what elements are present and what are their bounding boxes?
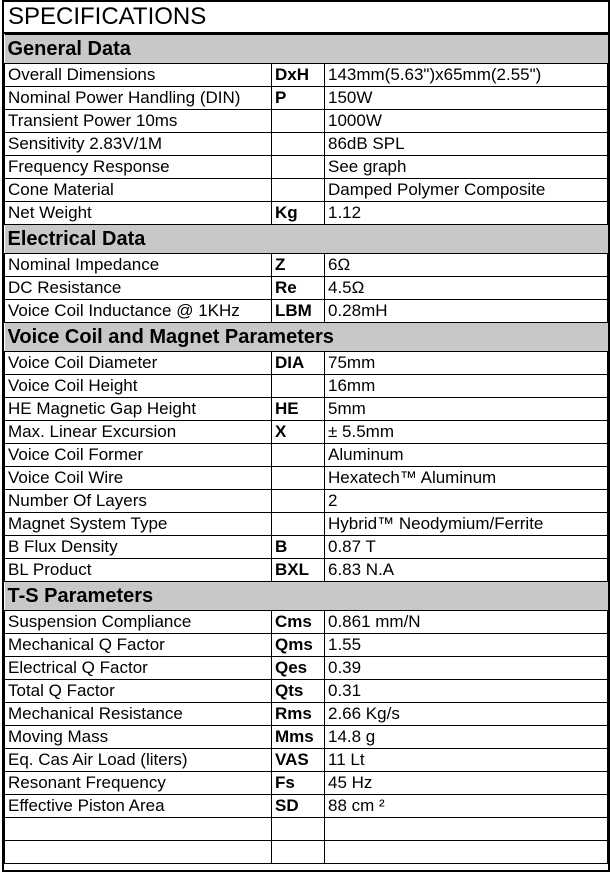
- spec-label: Transient Power 10ms: [5, 110, 272, 133]
- spec-symbol: [272, 133, 325, 156]
- spec-label: Mechanical Q Factor: [5, 634, 272, 657]
- spec-symbol: VAS: [272, 749, 325, 772]
- spec-value: 1000W: [325, 110, 608, 133]
- spec-row: [5, 536, 608, 559]
- spec-value: 1.55: [325, 634, 608, 657]
- spec-value: 0.861 mm/N: [325, 611, 608, 634]
- spec-label: Resonant Frequency: [5, 772, 272, 795]
- spec-row: [5, 703, 608, 726]
- spec-label: Net Weight: [5, 202, 272, 225]
- spec-row: [5, 634, 608, 657]
- blank-cell: [5, 818, 272, 841]
- spec-value: 143mm(5.63")x65mm(2.55"): [325, 64, 608, 87]
- spec-row: [5, 277, 608, 300]
- spec-value: 0.39: [325, 657, 608, 680]
- blank-row: [5, 818, 608, 841]
- spec-label: Nominal Power Handling (DIN): [5, 87, 272, 110]
- spec-row: [5, 179, 608, 202]
- spec-value: 88 cm ²: [325, 795, 608, 818]
- spec-row: [5, 611, 608, 634]
- section-header: [5, 35, 608, 64]
- spec-row: [5, 749, 608, 772]
- spec-symbol: [272, 444, 325, 467]
- section-header: [5, 225, 608, 254]
- spec-value: 0.87 T: [325, 536, 608, 559]
- spec-label: Voice Coil Former: [5, 444, 272, 467]
- spec-value: 0.28mH: [325, 300, 608, 323]
- spec-label: BL Product: [5, 559, 272, 582]
- spec-value: Hexatech™ Aluminum: [325, 467, 608, 490]
- spec-row: [5, 64, 608, 87]
- blank-cell: [325, 841, 608, 864]
- spec-symbol: B: [272, 536, 325, 559]
- spec-label: Number Of Layers: [5, 490, 272, 513]
- spec-symbol: [272, 110, 325, 133]
- spec-value: 2: [325, 490, 608, 513]
- spec-row: [5, 467, 608, 490]
- spec-row: [5, 87, 608, 110]
- spec-value: 4.5Ω: [325, 277, 608, 300]
- section-heading: Electrical Data: [5, 225, 608, 254]
- spec-label: DC Resistance: [5, 277, 272, 300]
- spec-label: B Flux Density: [5, 536, 272, 559]
- spec-symbol: LBM: [272, 300, 325, 323]
- blank-row: [5, 841, 608, 864]
- spec-row: [5, 110, 608, 133]
- spec-row: [5, 513, 608, 536]
- spec-value: 16mm: [325, 375, 608, 398]
- page-title: SPECIFICATIONS: [4, 0, 608, 34]
- spec-label: Voice Coil Height: [5, 375, 272, 398]
- spec-symbol: P: [272, 87, 325, 110]
- spec-symbol: Qes: [272, 657, 325, 680]
- spec-row: [5, 772, 608, 795]
- spec-label: Voice Coil Diameter: [5, 352, 272, 375]
- spec-label: Max. Linear Excursion: [5, 421, 272, 444]
- spec-row: [5, 795, 608, 818]
- spec-symbol: [272, 513, 325, 536]
- spec-row: [5, 300, 608, 323]
- spec-value: 6Ω: [325, 254, 608, 277]
- specifications-sheet: [2, 0, 610, 872]
- spec-symbol: [272, 156, 325, 179]
- blank-cell: [272, 841, 325, 864]
- spec-row: [5, 375, 608, 398]
- spec-value: 75mm: [325, 352, 608, 375]
- spec-symbol: [272, 490, 325, 513]
- spec-value: 14.8 g: [325, 726, 608, 749]
- section-heading: T-S Parameters: [5, 582, 608, 611]
- spec-row: [5, 398, 608, 421]
- spec-value: 150W: [325, 87, 608, 110]
- spec-symbol: X: [272, 421, 325, 444]
- spec-symbol: DIA: [272, 352, 325, 375]
- spec-row: [5, 421, 608, 444]
- specs-table-body: [5, 35, 608, 864]
- section-header: [5, 582, 608, 611]
- spec-value: Hybrid™ Neodymium/Ferrite: [325, 513, 608, 536]
- spec-symbol: [272, 179, 325, 202]
- spec-row: [5, 444, 608, 467]
- spec-row: [5, 726, 608, 749]
- spec-symbol: HE: [272, 398, 325, 421]
- spec-label: Cone Material: [5, 179, 272, 202]
- spec-symbol: BXL: [272, 559, 325, 582]
- spec-row: [5, 202, 608, 225]
- spec-label: Frequency Response: [5, 156, 272, 179]
- spec-symbol: Fs: [272, 772, 325, 795]
- section-heading: General Data: [5, 35, 608, 64]
- spec-value: ± 5.5mm: [325, 421, 608, 444]
- spec-value: 11 Lt: [325, 749, 608, 772]
- spec-value: Damped Polymer Composite: [325, 179, 608, 202]
- spec-value: Aluminum: [325, 444, 608, 467]
- spec-symbol: [272, 467, 325, 490]
- spec-label: Nominal Impedance: [5, 254, 272, 277]
- spec-row: [5, 490, 608, 513]
- spec-row: [5, 133, 608, 156]
- spec-symbol: Z: [272, 254, 325, 277]
- blank-cell: [5, 841, 272, 864]
- spec-label: Overall Dimensions: [5, 64, 272, 87]
- spec-value: 6.83 N.A: [325, 559, 608, 582]
- blank-cell: [272, 818, 325, 841]
- spec-symbol: Mms: [272, 726, 325, 749]
- spec-row: [5, 156, 608, 179]
- spec-label: Eq. Cas Air Load (liters): [5, 749, 272, 772]
- spec-row: [5, 657, 608, 680]
- spec-value: 45 Hz: [325, 772, 608, 795]
- spec-value: 86dB SPL: [325, 133, 608, 156]
- spec-symbol: [272, 375, 325, 398]
- spec-value: 0.31: [325, 680, 608, 703]
- spec-value: 5mm: [325, 398, 608, 421]
- section-header: [5, 323, 608, 352]
- spec-label: Sensitivity 2.83V/1M: [5, 133, 272, 156]
- spec-label: HE Magnetic Gap Height: [5, 398, 272, 421]
- section-heading: Voice Coil and Magnet Parameters: [5, 323, 608, 352]
- spec-value: 1.12: [325, 202, 608, 225]
- spec-label: Suspension Compliance: [5, 611, 272, 634]
- spec-label: Electrical Q Factor: [5, 657, 272, 680]
- spec-label: Magnet System Type: [5, 513, 272, 536]
- spec-label: Voice Coil Inductance @ 1KHz: [5, 300, 272, 323]
- spec-row: [5, 680, 608, 703]
- spec-label: Effective Piston Area: [5, 795, 272, 818]
- specs-table: [4, 34, 608, 864]
- spec-value: 2.66 Kg/s: [325, 703, 608, 726]
- spec-symbol: Cms: [272, 611, 325, 634]
- spec-symbol: Qms: [272, 634, 325, 657]
- spec-row: [5, 352, 608, 375]
- spec-row: [5, 254, 608, 277]
- spec-value: See graph: [325, 156, 608, 179]
- spec-symbol: SD: [272, 795, 325, 818]
- blank-cell: [325, 818, 608, 841]
- spec-row: [5, 559, 608, 582]
- spec-symbol: Qts: [272, 680, 325, 703]
- spec-label: Moving Mass: [5, 726, 272, 749]
- spec-symbol: Rms: [272, 703, 325, 726]
- spec-label: Mechanical Resistance: [5, 703, 272, 726]
- spec-label: Total Q Factor: [5, 680, 272, 703]
- spec-symbol: DxH: [272, 64, 325, 87]
- spec-label: Voice Coil Wire: [5, 467, 272, 490]
- spec-symbol: Kg: [272, 202, 325, 225]
- spec-symbol: Re: [272, 277, 325, 300]
